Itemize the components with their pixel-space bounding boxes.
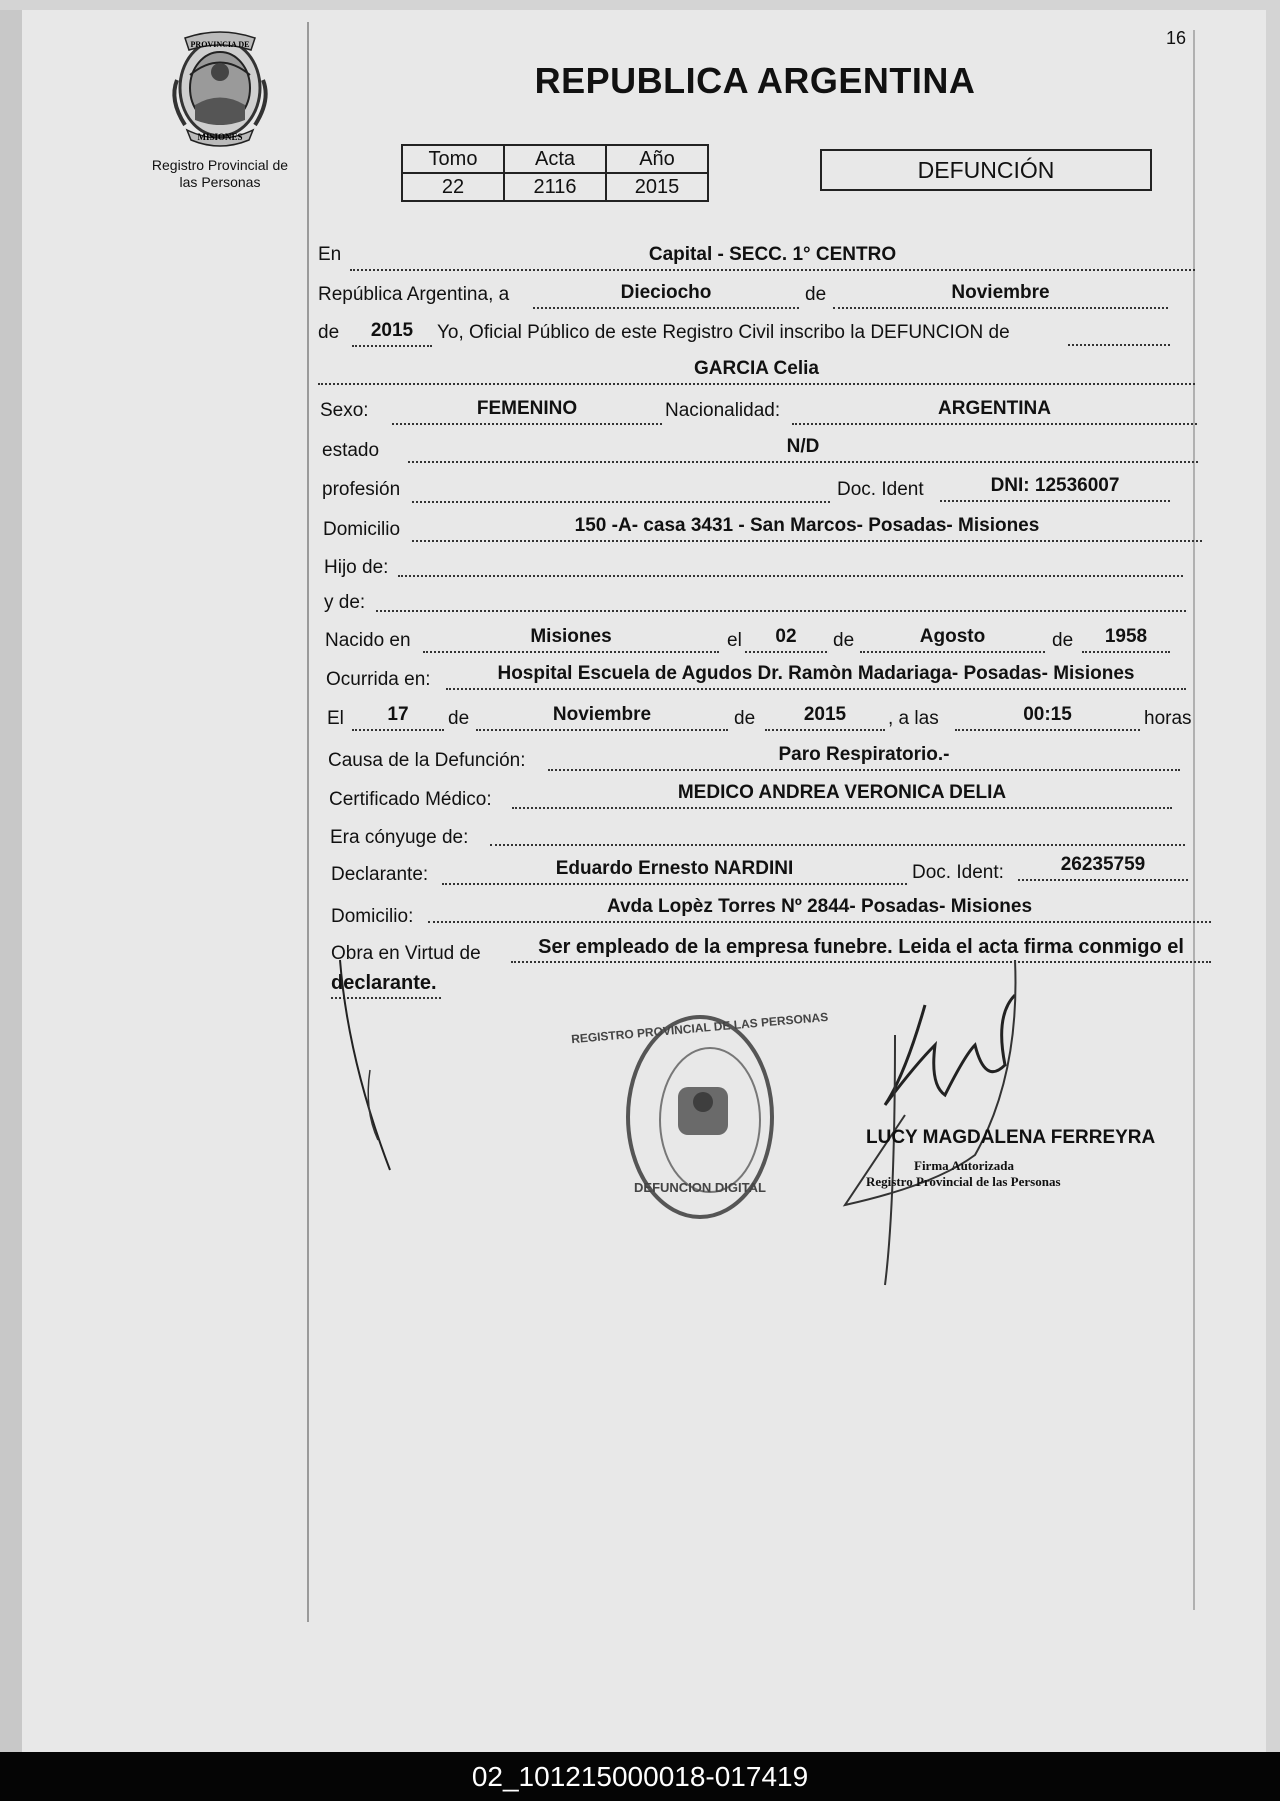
nacido-label: Nacido en	[325, 630, 411, 651]
conyuge-label: Era cónyuge de:	[330, 827, 469, 848]
ocurrida-label: Ocurrida en:	[326, 669, 431, 690]
obra-value: Ser empleado de la empresa funebre. Leida el acta firma conmigo el	[511, 936, 1211, 963]
estado-value: N/D	[408, 436, 1198, 463]
horas-label: horas	[1144, 708, 1192, 729]
doc-ident-value: DNI: 12536007	[940, 475, 1170, 502]
republica-label: República Argentina, a	[318, 284, 510, 305]
footer-code: 02_101215000018-017419	[0, 1752, 1280, 1801]
acta-value-ano: 2015	[606, 173, 708, 201]
death-year-value: 2015	[765, 704, 885, 731]
deceased-name-value: GARCIA Celia	[318, 358, 1195, 385]
dotted-line	[1068, 322, 1170, 346]
de-birth-label: de	[833, 630, 855, 651]
registry-line-1: Registro Provincial de	[151, 157, 289, 173]
decl-doc-label: Doc. Ident:	[912, 862, 1004, 883]
acta-header-acta: Acta	[504, 145, 606, 173]
de-death-year-label: de	[734, 708, 756, 729]
de-birth-year-label: de	[1052, 630, 1074, 651]
registry-name	[140, 157, 300, 191]
declarante-doc-value: 26235759	[1018, 854, 1188, 881]
document-type-box: DEFUNCIÓN	[820, 149, 1152, 191]
registration-day-value: Dieciocho	[533, 282, 799, 309]
acta-header-tomo: Tomo	[402, 145, 504, 173]
page-title: REPUBLICA ARGENTINA	[534, 60, 976, 101]
hijo-dotted-line	[398, 553, 1183, 577]
signer-role: Firma Autorizada	[914, 1158, 1015, 1173]
decl-domicilio-label: Domicilio:	[331, 906, 414, 927]
seal-top-text: PROVINCIA DE	[190, 40, 250, 49]
birthplace-value: Misiones	[423, 626, 719, 653]
place-value: Capital - SECC. 1° CENTRO	[350, 244, 1195, 271]
acta-table	[401, 144, 709, 202]
stamp-ring-text: REGISTRO PROVINCIAL DE LAS PERSONAS	[570, 1009, 829, 1047]
yde-label: y de:	[324, 592, 366, 613]
certificado-label: Certificado Médico:	[329, 789, 492, 810]
signer-office: Registro Provincial de las Personas	[866, 1174, 1061, 1189]
declarante-domicilio-value: Avda Lopèz Torres Nº 2844- Posadas- Misiones	[428, 896, 1211, 923]
page-edge	[0, 10, 22, 1752]
stamp-lower-text: DEFUNCION DIGITAL	[634, 1180, 766, 1195]
a-las-label: , a las	[888, 708, 939, 729]
medical-certificate-value: MEDICO ANDREA VERONICA DELIA	[512, 782, 1172, 809]
declarante-value: Eduardo Ernesto NARDINI	[442, 858, 907, 885]
registration-year-value: 2015	[352, 320, 432, 347]
place-of-death-value: Hospital Escuela de Agudos Dr. Ramòn Madariaga- Posadas- Misiones	[446, 663, 1186, 690]
acta-value-acta: 2116	[504, 173, 606, 201]
domicilio-value: 150 -A- casa 3431 - San Marcos- Posadas- Misiones	[412, 515, 1202, 542]
domicilio-label: Domicilio	[323, 519, 401, 540]
de-label: de	[805, 284, 827, 305]
estado-label: estado	[322, 440, 380, 461]
acta-value-tomo: 22	[402, 173, 504, 201]
birth-day-value: 02	[745, 626, 827, 653]
registry-stamp-icon	[570, 1002, 829, 1232]
causa-label: Causa de la Defunción:	[328, 750, 526, 771]
margin-line	[307, 22, 309, 1622]
doc-ident-label: Doc. Ident	[837, 479, 924, 500]
sexo-label: Sexo:	[320, 400, 369, 421]
registration-month-value: Noviembre	[833, 282, 1168, 309]
strike-line	[330, 960, 400, 1180]
official-text: Yo, Oficial Público de este Registro Civil inscribo la DEFUNCION de	[437, 322, 1010, 343]
de-year-label: de	[318, 322, 340, 343]
nacionalidad-label: Nacionalidad:	[665, 400, 781, 421]
page-number: 16	[1166, 28, 1187, 48]
hijo-label: Hijo de:	[324, 557, 389, 578]
nacionalidad-value: ARGENTINA	[792, 398, 1197, 425]
profesion-dotted-line	[412, 479, 830, 503]
birth-year-value: 1958	[1082, 626, 1170, 653]
seal-bottom-text: MISIONES	[197, 132, 243, 142]
obra-value-continued: declarante.	[331, 972, 441, 999]
death-day-value: 17	[352, 704, 444, 731]
declarante-label: Declarante:	[331, 864, 429, 885]
conyuge-dotted-line	[490, 822, 1185, 846]
sexo-value: FEMENINO	[392, 398, 662, 425]
province-seal-icon	[165, 30, 275, 145]
birth-month-value: Agosto	[860, 626, 1045, 653]
registry-line-2: las Personas	[179, 174, 261, 190]
cause-of-death-value: Paro Respiratorio.-	[548, 744, 1180, 771]
de-death-label: de	[448, 708, 470, 729]
el-label: el	[727, 630, 742, 651]
death-el-label: El	[327, 708, 344, 729]
en-label: En	[318, 244, 342, 265]
yde-dotted-line	[376, 588, 1186, 612]
acta-header-ano: Año	[606, 145, 708, 173]
death-month-value: Noviembre	[476, 704, 728, 731]
obra-label: Obra en Virtud de	[331, 943, 481, 964]
signer-name: LUCY MAGDALENA FERREYRA	[866, 1127, 1156, 1148]
signature-icon	[835, 955, 1105, 1295]
profesion-label: profesión	[322, 479, 401, 500]
death-time-value: 00:15	[955, 704, 1140, 731]
